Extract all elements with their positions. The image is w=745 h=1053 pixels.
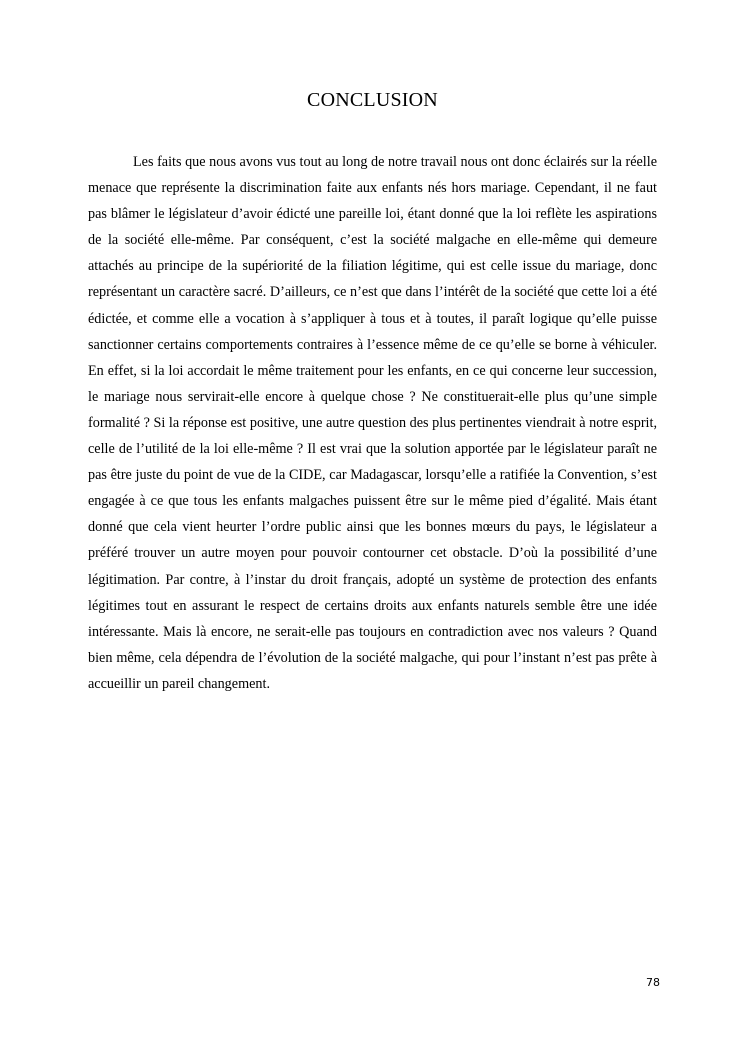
page-title: CONCLUSION xyxy=(307,89,438,111)
page-number: 78 xyxy=(646,976,660,989)
conclusion-paragraph: Les faits que nous avons vus tout au long de notre travail nous ont donc éclairés sur la réelle menace que représente la discrimination faite aux enfants nés hors mariage. Cependant, il ne faut pas blâmer le législateur d’avoir édicté une pareille loi, étant donné que la loi reflète les aspirations de la société elle-même. Par conséquent, c’est la société malgache en elle-même qui demeure attachés au principe de la supériorité de la filiation légitime, qui est celle issue du mariage, donc représentant un caractère sacré. D’ailleurs, ce n’est que dans l’intérêt de la société que cette loi a été édictée, et comme elle a vocation à s’appliquer à tous et à toutes, il paraît logique qu’elle puisse sanctionner certains comportements contraires à l’essence même de ce qu’elle se borne à véhiculer. En effet, si la loi accordait le même traitement pour les enfants, en ce qui concerne leur succession, le mariage nous servirait-elle encore à quelque chose ? Ne constituerait-elle plus qu’une simple formalité ? Si la réponse est positive, une autre question des plus pertinentes viendrait à notre esprit, celle de l’utilité de la loi elle-même ? Il est vrai que la solution apportée par le législateur paraît ne pas être juste du point de vue de la CIDE, car Madagascar, lorsqu’elle a ratifiée la Convention, s’est engagée à ce que tous les enfants malgaches puissent être sur le même pied d’égalité. Mais étant donné que cela vient heurter l’ordre public ainsi que les bonnes mœurs du pays, le législateur a préféré trouver un autre moyen pour pouvoir contourner cet obstacle. D’où la possibilité d’une légitimation. Par contre, à l’instar du droit français, adopté un système de protection des enfants légitimes tout en assurant le respect de certains droits aux enfants naturels semble être une idée intéressante. Mais là encore, ne serait-elle pas toujours en contradiction avec nos valeurs ? Quand bien même, cela dépendra de l’évolution de la société malgache, qui pour l’instant n’est pas prête à accueillir un pareil changement. xyxy=(88,154,657,692)
